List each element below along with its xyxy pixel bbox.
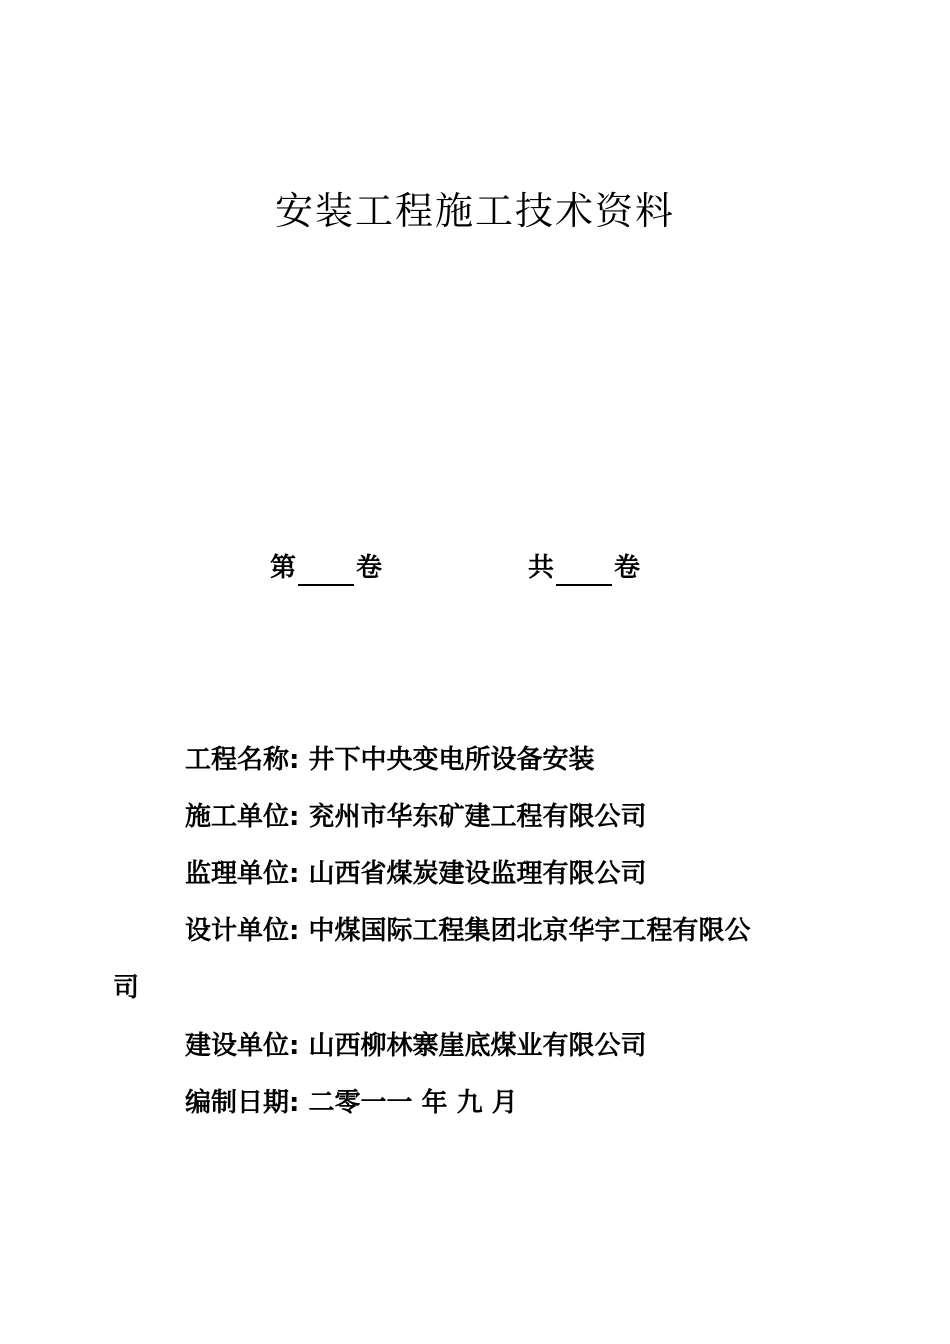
compile-date-value: 二零一一 年 九 月 [308, 1088, 518, 1118]
compile-date-row [185, 1083, 518, 1123]
project-name-row [185, 740, 594, 780]
supervision-unit-label: 监理单位: [185, 859, 300, 889]
current-volume [270, 550, 382, 586]
supervision-unit-row [185, 854, 646, 894]
current-volume-prefix: 第 [270, 553, 297, 583]
construction-unit-row [185, 797, 646, 837]
volume-line [0, 550, 950, 590]
current-volume-blank [298, 556, 354, 586]
design-unit-value: 中煤国际工程集团北京华宇工程有限公 [308, 916, 751, 946]
design-unit-continuation: 司 [113, 973, 140, 1003]
design-unit-row [185, 911, 750, 951]
owner-unit-value: 山西柳林寨崖底煤业有限公司 [308, 1031, 647, 1061]
total-volumes-prefix: 共 [528, 553, 555, 583]
page-title: 安装工程施工技术资料 [274, 189, 675, 233]
project-name-value: 井下中央变电所设备安装 [308, 745, 595, 775]
construction-unit-label: 施工单位: [185, 802, 300, 832]
total-volumes-suffix: 卷 [614, 553, 641, 583]
design-unit-label: 设计单位: [185, 916, 300, 946]
compile-date-label: 编制日期: [185, 1088, 300, 1118]
supervision-unit-value: 山西省煤炭建设监理有限公司 [308, 859, 647, 889]
total-volumes [528, 550, 640, 586]
project-name-label: 工程名称: [185, 745, 300, 775]
current-volume-suffix: 卷 [356, 553, 383, 583]
owner-unit-label: 建设单位: [185, 1031, 300, 1061]
owner-unit-row [185, 1026, 646, 1066]
total-volumes-blank [556, 556, 612, 586]
construction-unit-value: 兖州市华东矿建工程有限公司 [308, 802, 647, 832]
